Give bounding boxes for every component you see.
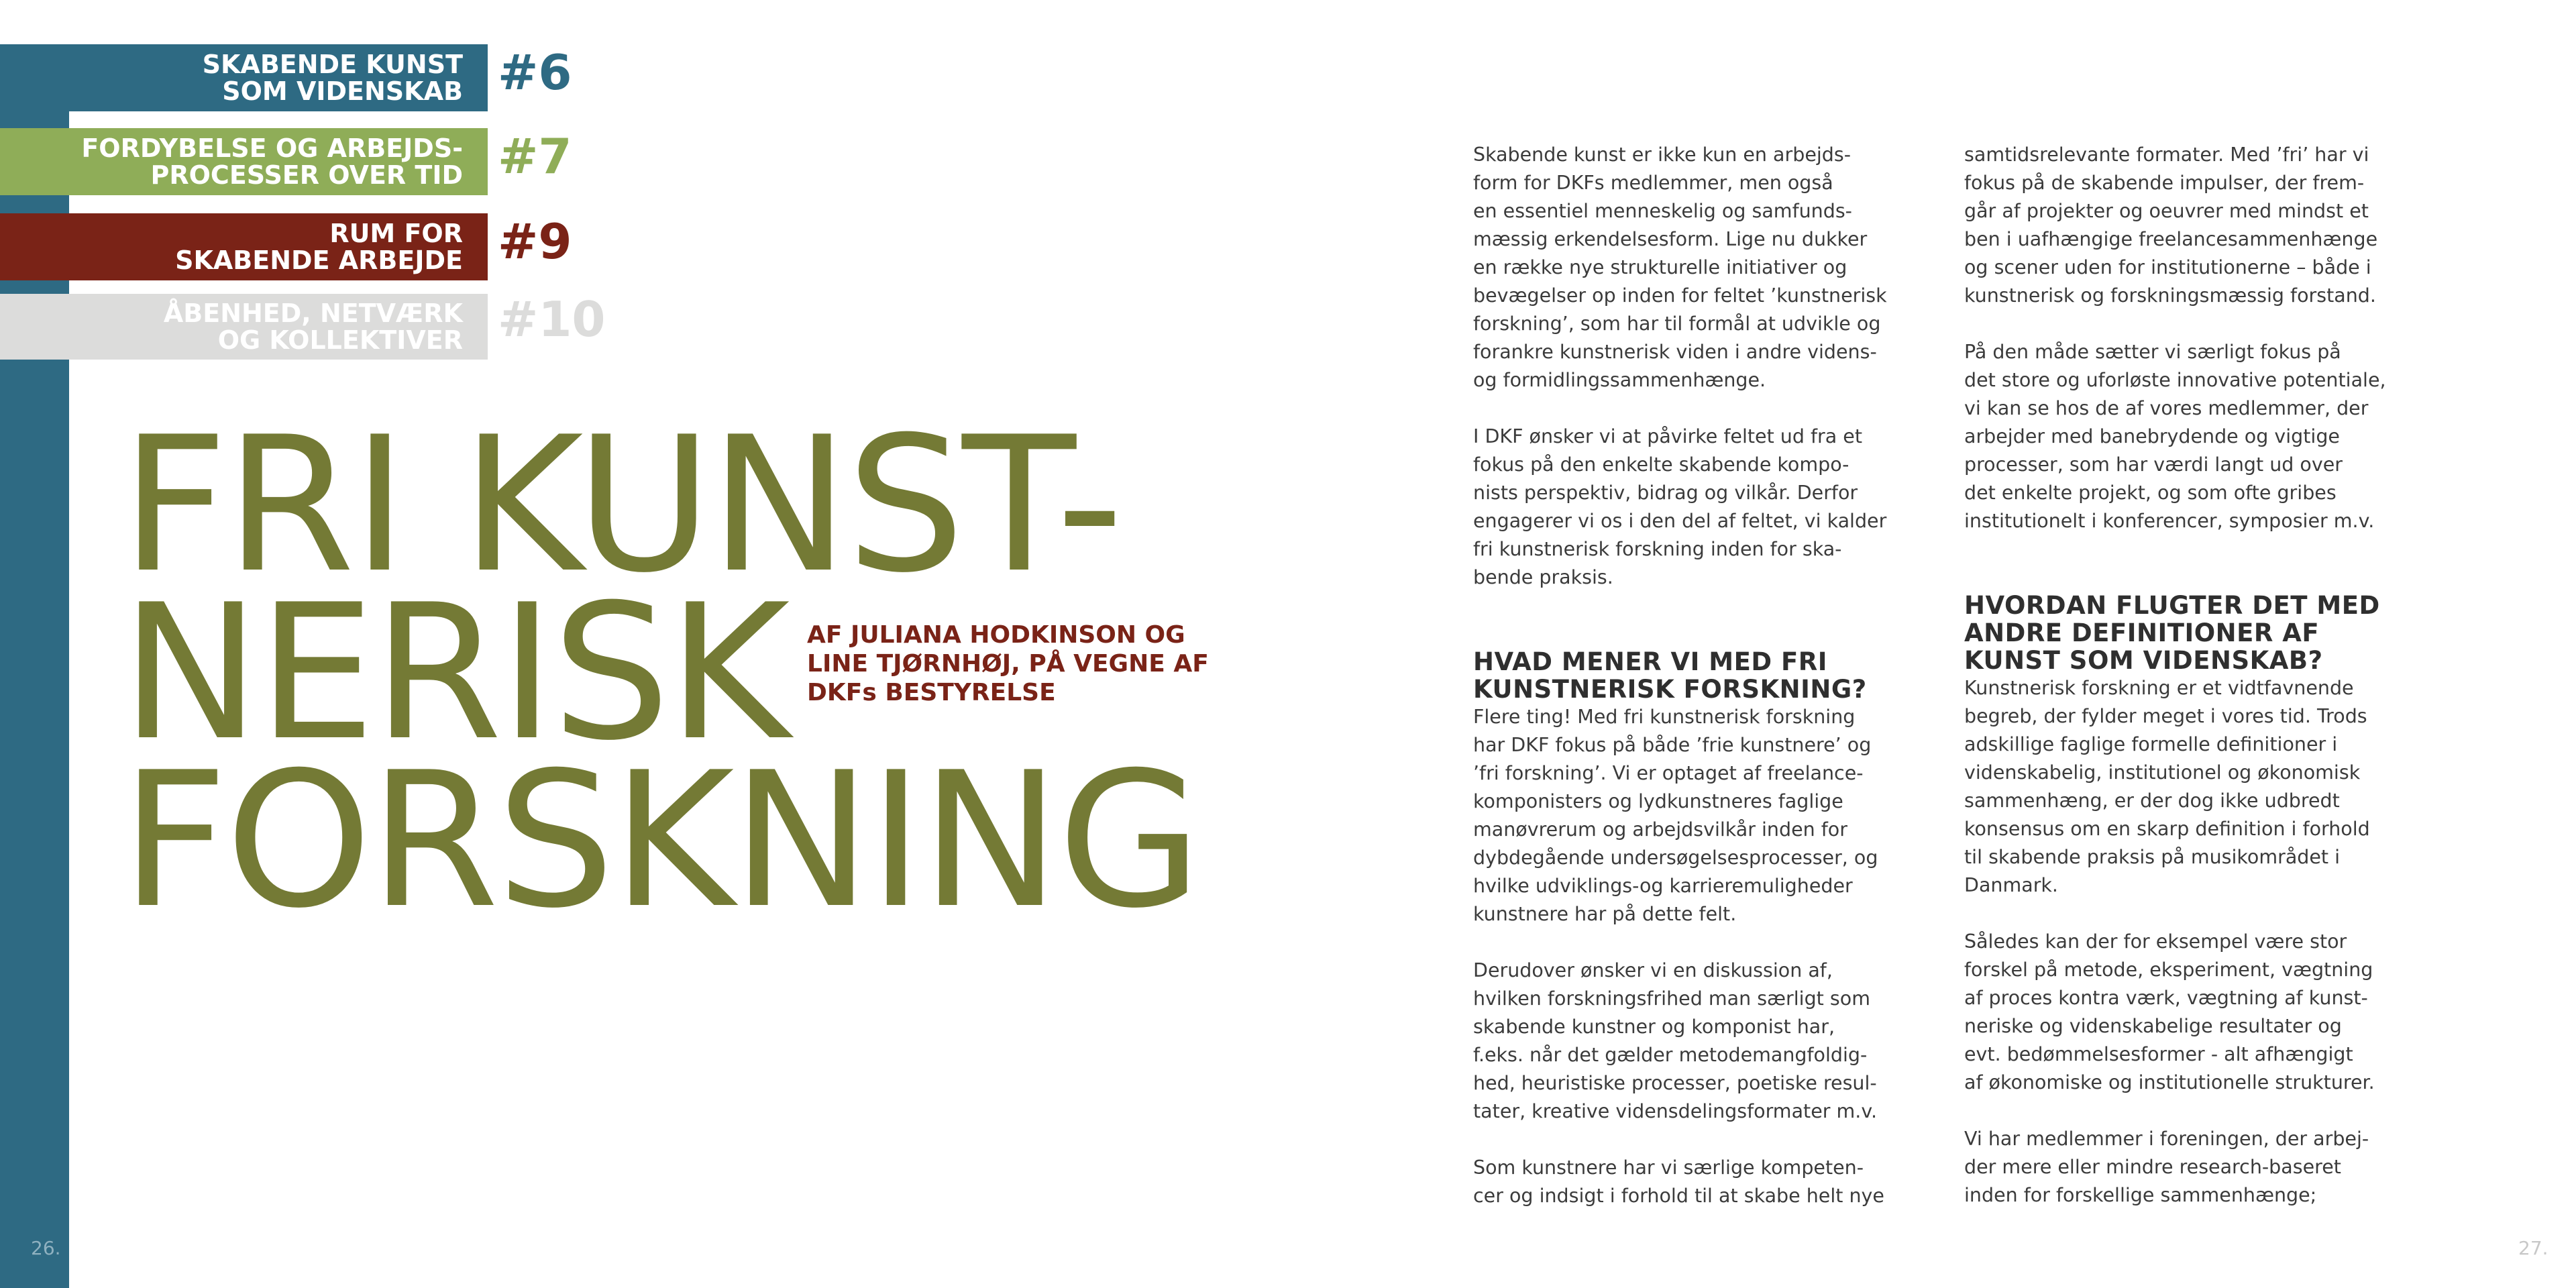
text-line: af proces kontra værk, vægtning af kunst- xyxy=(1964,987,2368,1009)
text-line: inden for forskellige sammenhænge; xyxy=(1964,1184,2317,1206)
text-line: form for DKFs medlemmer, men også xyxy=(1473,172,1833,194)
text-line: begreb, der fylder meget i vores tid. Trods xyxy=(1964,705,2367,727)
tag-line: PROCESSER OVER TID xyxy=(150,160,463,190)
text-line: sammenhæng, er der dog ikke udbredt xyxy=(1964,790,2340,812)
tag-line: SOM VIDENSKAB xyxy=(222,76,463,106)
author-byline xyxy=(807,621,1209,707)
text-line: hvilke udviklings-og karrieremuligheder xyxy=(1473,875,1853,897)
heading-line: KUNSTNERISK FORSKNING? xyxy=(1473,675,1867,704)
text-line: Danmark. xyxy=(1964,874,2058,896)
text-line: hed, heuristiske processer, poetiske resul- xyxy=(1473,1072,1877,1094)
tag-fordybelse xyxy=(0,128,488,195)
text-line: og formidlingssammenhænge. xyxy=(1473,369,1766,391)
text-line: fokus på den enkelte skabende kompo- xyxy=(1473,453,1849,476)
text-line: forskning’, som har til formål at udvikle og xyxy=(1473,313,1881,335)
text-line: dybdegående undersøgelsesprocesser, og xyxy=(1473,847,1878,869)
text-line: f.eks. når det gælder metodemangfoldig- xyxy=(1473,1044,1868,1066)
text-line: fri kunstnerisk forskning inden for ska- xyxy=(1473,538,1842,560)
title-line: FRI KUNST- xyxy=(121,396,1121,614)
paragraph xyxy=(1964,338,2400,535)
tag-line: SKABENDE ARBEJDE xyxy=(175,246,463,275)
title-line: NERISK xyxy=(121,564,788,782)
paragraph xyxy=(1964,674,2400,900)
paragraph xyxy=(1473,141,1909,394)
byline-line: LINE TJØRNHØJ, PÅ VEGNE AF xyxy=(807,650,1209,678)
text-column-2 xyxy=(1964,141,2400,1210)
text-line: neriske og videnskabelige resultater og xyxy=(1964,1015,2342,1037)
tag-line: RUM FOR xyxy=(329,219,463,248)
section-heading xyxy=(1473,648,1909,703)
text-line: Som kunstnere har vi særlige kompeten- xyxy=(1473,1157,1864,1179)
text-line: vi kan se hos de af vores medlemmer, der xyxy=(1964,397,2369,419)
paragraph xyxy=(1473,1154,1909,1210)
text-line: forankre kunstnerisk viden i andre videns- xyxy=(1473,341,1877,363)
text-line: arbejder med banebrydende og vigtige xyxy=(1964,425,2340,447)
heading-line: ANDRE DEFINITIONER AF xyxy=(1964,619,2320,647)
text-line: konsensus om en skarp definition i forhold xyxy=(1964,818,2370,840)
text-column-1 xyxy=(1473,141,1909,1210)
text-line: hvilken forskningsfrihed man særligt som xyxy=(1473,987,1870,1010)
text-line: bende praksis. xyxy=(1473,566,1613,588)
paragraph xyxy=(1964,141,2400,310)
tag-number: #9 xyxy=(498,213,572,270)
paragraph xyxy=(1964,928,2400,1097)
heading-line: KUNST SOM VIDENSKAB? xyxy=(1964,646,2323,675)
text-line: der mere eller mindre research-baseret xyxy=(1964,1156,2341,1178)
heading-line: HVAD MENER VI MED FRI xyxy=(1473,647,1828,676)
page-number-right: 27. xyxy=(2518,1237,2548,1259)
paragraph xyxy=(1473,703,1909,928)
tag-line: SKABENDE KUNST xyxy=(202,50,463,79)
text-line: en række nye strukturelle initiativer og xyxy=(1473,256,1847,278)
text-line: til skabende praksis på musikområdet i xyxy=(1964,846,2341,868)
text-line: cer og indsigt i forhold til at skabe helt nye xyxy=(1473,1185,1884,1207)
text-line: manøvrerum og arbejdsvilkår inden for xyxy=(1473,818,1847,841)
text-line: videnskabelig, institutionel og økonomisk xyxy=(1964,761,2361,784)
text-line: adskillige faglige formelle definitioner i xyxy=(1964,733,2338,755)
text-line: samtidsrelevante formater. Med ’fri’ har vi xyxy=(1964,144,2369,166)
tag-aabenhed xyxy=(0,294,488,360)
tag-number: #10 xyxy=(498,291,606,347)
title-line: FORSKNING xyxy=(121,732,1199,949)
tag-line: FORDYBELSE OG ARBEJDS- xyxy=(81,133,463,163)
text-line: Skabende kunst er ikke kun en arbejds- xyxy=(1473,144,1851,166)
text-line: I DKF ønsker vi at påvirke feltet ud fra et xyxy=(1473,425,1863,447)
tag-line: OG KOLLEKTIVER xyxy=(217,325,463,355)
text-line: Flere ting! Med fri kunstnerisk forskning xyxy=(1473,706,1856,728)
text-line: forskel på metode, eksperiment, vægtning xyxy=(1964,959,2373,981)
text-line: Vi har medlemmer i foreningen, der arbej- xyxy=(1964,1128,2369,1150)
text-line: institutionelt i konferencer, symposier m.v. xyxy=(1964,510,2375,532)
text-line: en essentiel menneskelig og samfunds- xyxy=(1473,200,1852,222)
tag-skabende-kunst xyxy=(0,44,488,111)
section-heading xyxy=(1964,592,2400,674)
text-line: tater, kreative vidensdelingsformater m.v. xyxy=(1473,1100,1878,1122)
paragraph xyxy=(1964,1125,2400,1210)
text-line: fokus på de skabende impulser, der frem- xyxy=(1964,172,2365,194)
text-line: Således kan der for eksempel være stor xyxy=(1964,930,2347,953)
text-line: komponisters og lydkunstneres faglige xyxy=(1473,790,1843,812)
text-line: kunstnerisk og forskningsmæssig forstand. xyxy=(1964,284,2376,307)
paragraph xyxy=(1473,423,1909,592)
text-line: har DKF fokus på både ’frie kunstnere’ og xyxy=(1473,734,1872,756)
text-line: Kunstnerisk forskning er et vidtfavnende xyxy=(1964,677,2354,699)
text-line: På den måde sætter vi særligt fokus på xyxy=(1964,341,2341,363)
paragraph xyxy=(1473,957,1909,1126)
text-line: Derudover ønsker vi en diskussion af, xyxy=(1473,959,1833,981)
text-line: mæssig erkendelsesform. Lige nu dukker xyxy=(1473,228,1868,250)
page-number-left: 26. xyxy=(31,1237,61,1259)
text-line: og scener uden for institutionerne – både i xyxy=(1964,256,2371,278)
text-line: bevægelser op inden for feltet ’kunstnerisk xyxy=(1473,284,1887,307)
text-line: det store og uforløste innovative potentiale, xyxy=(1964,369,2386,391)
text-line: skabende kunstner og komponist har, xyxy=(1473,1016,1835,1038)
byline-line: AF JULIANA HODKINSON OG xyxy=(807,621,1185,649)
text-line: processer, som har værdi langt ud over xyxy=(1964,453,2343,476)
text-line: det enkelte projekt, og som ofte gribes xyxy=(1964,482,2337,504)
text-line: engagerer vi os i den del af feltet, vi kalder xyxy=(1473,510,1887,532)
tag-rum-for xyxy=(0,213,488,280)
text-line: ’fri forskning’. Vi er optaget af freelance- xyxy=(1473,762,1864,784)
byline-line: DKFs BESTYRELSE xyxy=(807,679,1056,706)
text-line: går af projekter og oeuvrer med mindst et xyxy=(1964,200,2369,222)
text-line: kunstnere har på dette felt. xyxy=(1473,903,1737,925)
text-line: ben i uafhængige freelancesammenhænge xyxy=(1964,228,2378,250)
tag-line: ÅBENHED, NETVÆRK xyxy=(163,299,463,328)
heading-line: HVORDAN FLUGTER DET MED xyxy=(1964,591,2380,620)
text-line: evt. bedømmelsesformer - alt afhængigt xyxy=(1964,1043,2353,1065)
tag-number: #7 xyxy=(498,128,572,184)
tag-number: #6 xyxy=(498,44,572,101)
text-line: af økonomiske og institutionelle strukturer. xyxy=(1964,1071,2375,1093)
text-line: nists perspektiv, bidrag og vilkår. Derfor xyxy=(1473,482,1858,504)
